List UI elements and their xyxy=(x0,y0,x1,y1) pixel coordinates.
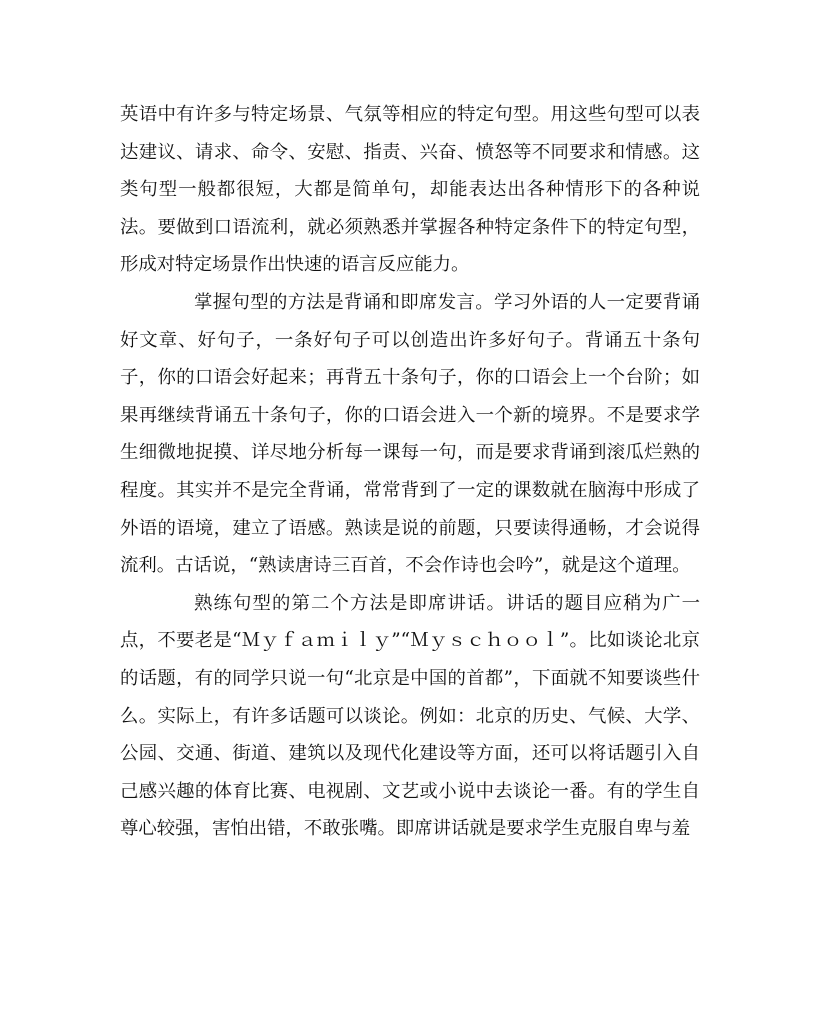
body-text xyxy=(120,96,700,848)
paragraph-2: 掌握句型的方法是背诵和即席发言。学习外语的人一定要背诵好文章、好句子，一条好句子可以创造出许多好句子。背诵五十条句子，你的口语会好起来；再背五十条句子，你的口语会上一个台阶；如果再继续背诵五十条句子，你的口语会进入一个新的境界。不是要求学生细微地捉摸、详尽地分析每一课每一句，而是要求背诵到滚瓜烂熟的程度。其实并不是完全背诵，常常背到了一定的课数就在脑海中形成了外语的语境，建立了语感。熟读是说的前题，只要读得通畅，才会说得流利。古话说，“熟读唐诗三百首，不会作诗也会吟”，就是这个道理。 xyxy=(120,291,700,577)
paragraph-3: 熟练句型的第二个方法是即席讲话。讲话的题目应稍为广一点，不要老是“Ｍｙｆａｍｉｌｙ”“Ｍｙｓｃｈｏｏｌ”。比如谈论北京的话题，有的同学只说一句“北京是中国的首都”，下面就不知要谈些什么。实际上，有许多话题可以谈论。例如：北京的历史、气候、大学、公园、交通、街道、建筑以及现代化建设等方面，还可以将话题引入自己感兴趣的体育比赛、电视剧、文艺或小说中去谈论一番。有的学生自尊心较强，害怕出错，不敢张嘴。即席讲话就是要求学生克服自卑与羞 xyxy=(120,592,700,840)
paragraph-1: 英语中有许多与特定场景、气氛等相应的特定句型。用这些句型可以表达建议、请求、命令、安慰、指责、兴奋、愤怒等不同要求和情感。这类句型一般都很短，大都是简单句，却能表达出各种情形下的各种说法。要做到口语流利，就必须熟悉并掌握各种特定条件下的特定句型，形成对特定场景作出快速的语言反应能力。 xyxy=(120,104,700,276)
